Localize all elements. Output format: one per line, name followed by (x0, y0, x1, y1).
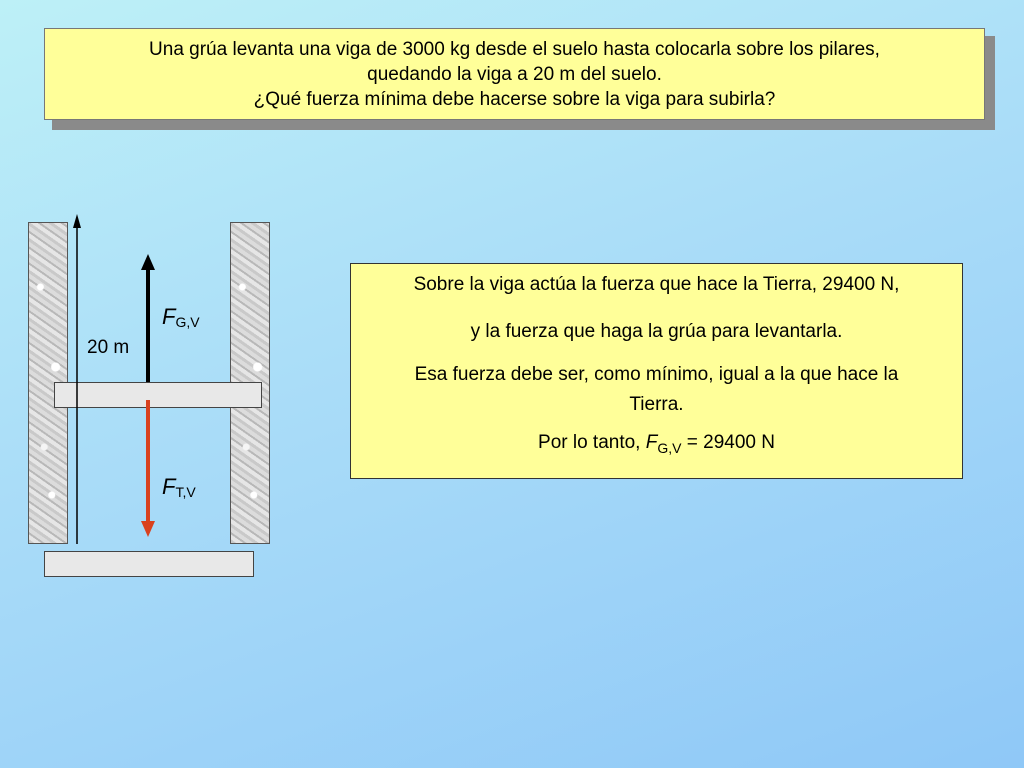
question-line-1: Una grúa levanta una viga de 3000 kg desde el suelo hasta colocarla sobre los pilares, (149, 38, 880, 60)
force-down-arrow-head (141, 521, 155, 537)
answer-line-1: Sobre la viga actúa la fuerza que hace la Tierra, 29400 N, (413, 274, 900, 295)
question-line-2: quedando la viga a 20 m del suelo. (367, 63, 662, 85)
answer-line-2: y la fuerza que haga la grúa para levantarla. (470, 321, 843, 342)
force-up-label: $F_{G,V}$ (162, 304, 200, 330)
force-up-arrow-head (141, 254, 155, 270)
raised-beam (54, 382, 262, 408)
answer-conclusion: Por lo tanto, $F_{G,V} = 29400$ N (538, 432, 775, 456)
ground-beam (44, 551, 254, 577)
answer-line-4: Tierra. (629, 394, 684, 415)
answer-line-3: Esa fuerza debe ser, como mínimo, igual a la que hace la (414, 364, 899, 385)
question-box (44, 28, 985, 120)
question-line-3: ¿Qué fuerza mínima debe hacerse sobre la viga para subirla? (253, 88, 776, 110)
height-arrow-head (73, 214, 81, 228)
answer-box (350, 263, 963, 479)
force-down-label: $F_{T,V}$ (162, 474, 196, 500)
height-label: 20 m (87, 337, 130, 358)
